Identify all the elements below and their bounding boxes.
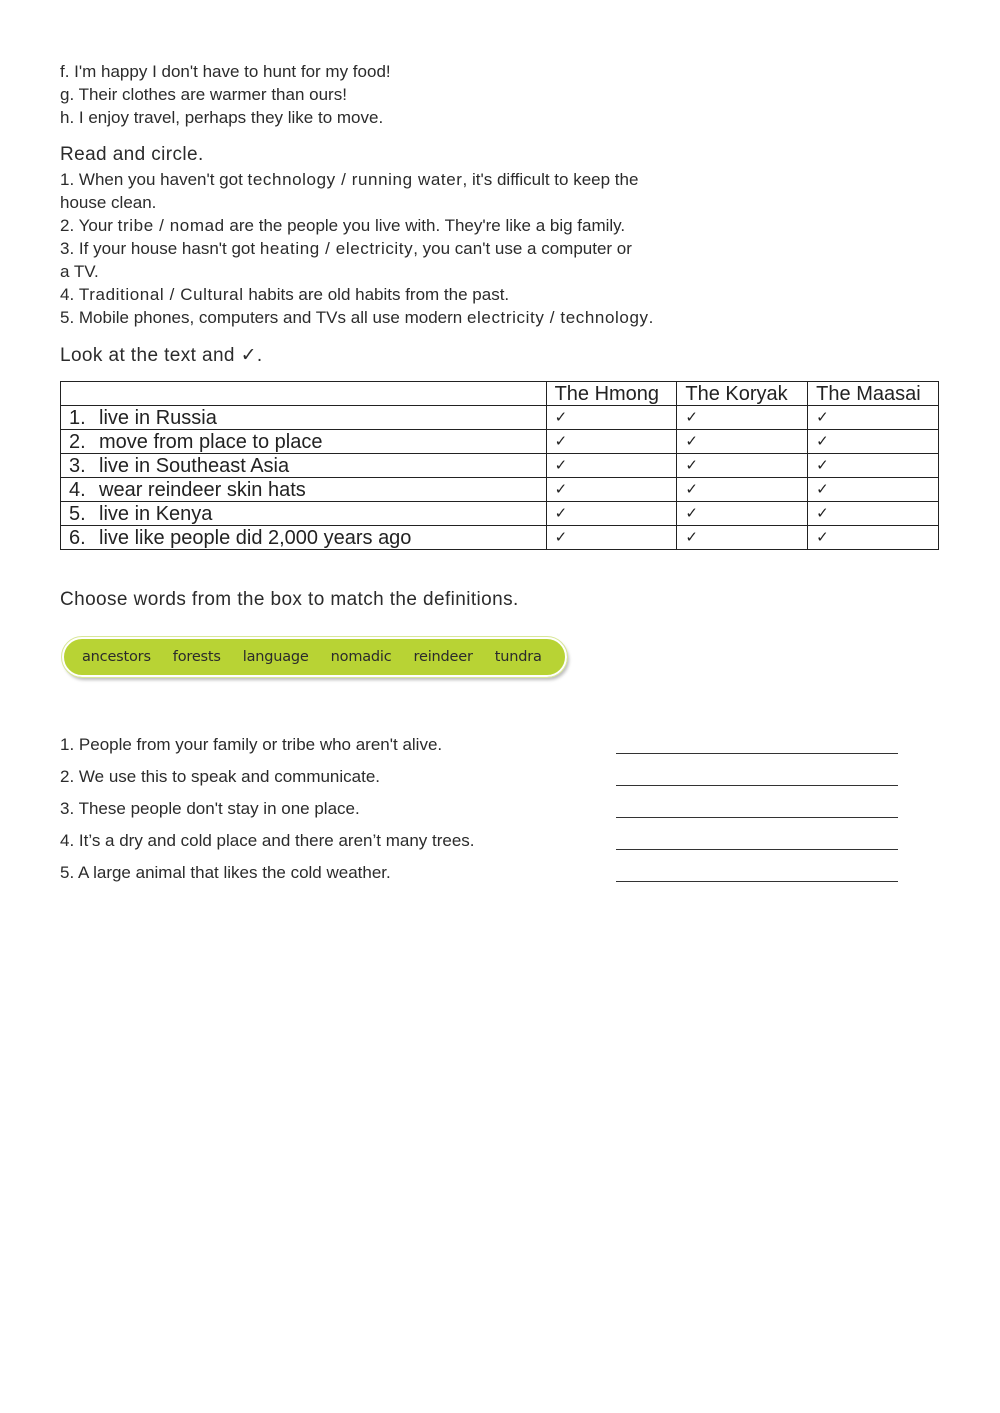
row-label [61, 406, 547, 430]
row-label [61, 478, 547, 502]
row-label [61, 454, 547, 478]
row-text: wear reindeer skin hats [99, 478, 306, 501]
table-row [61, 502, 939, 526]
tick-cell[interactable]: ✓ [808, 454, 939, 478]
item-text: a TV. [60, 262, 99, 281]
table-row [61, 430, 939, 454]
tick-cell[interactable]: ✓ [546, 502, 677, 526]
row-label [61, 502, 547, 526]
read-circle-item [60, 191, 156, 214]
match-heading: Choose words from the box to match the definitions. [60, 589, 519, 610]
table-header-row [61, 382, 939, 406]
word-chip: language [242, 649, 309, 665]
item-text: habits are old habits from the past. [243, 285, 510, 304]
read-circle-item [60, 260, 99, 283]
row-text: move from place to place [99, 430, 323, 453]
row-text: live like people did 2,000 years ago [99, 526, 412, 549]
check-table-heading: Look at the text and ✓. [60, 345, 263, 366]
circle-option[interactable]: technology / running water [247, 170, 463, 189]
tick-cell[interactable]: ✓ [677, 406, 808, 430]
tick-cell[interactable]: ✓ [546, 454, 677, 478]
row-number: 3. [69, 454, 86, 477]
table-row [61, 478, 939, 502]
row-number: 5. [69, 502, 86, 525]
tick-cell[interactable]: ✓ [546, 478, 677, 502]
read-circle-heading: Read and circle. [60, 144, 204, 165]
circle-option[interactable]: tribe / nomad [117, 216, 225, 235]
definition-3: 3. These people don't stay in one place. [60, 799, 360, 818]
tick-cell[interactable]: ✓ [677, 526, 808, 550]
tick-cell[interactable]: ✓ [677, 454, 808, 478]
word-chip: ancestors [82, 649, 151, 665]
item-text: house clean. [60, 193, 157, 212]
answer-blank-4[interactable] [616, 848, 898, 850]
item-text: 4. [60, 285, 79, 304]
read-circle-item [60, 214, 625, 237]
row-text: live in Southeast Asia [99, 454, 290, 477]
tick-cell[interactable]: ✓ [677, 502, 808, 526]
intro-line-g: g. Their clothes are warmer than ours! [60, 85, 347, 104]
table-row [61, 526, 939, 550]
item-text: , you can't use a computer or [413, 239, 632, 258]
answer-blank-3[interactable] [616, 816, 898, 818]
row-text: live in Russia [99, 406, 217, 429]
item-text: . [648, 308, 654, 327]
row-label [61, 526, 547, 550]
circle-option[interactable]: heating / electricity [259, 239, 414, 258]
word-chip: reindeer [413, 649, 473, 665]
tick-cell[interactable]: ✓ [546, 430, 677, 454]
tick-cell[interactable]: ✓ [808, 406, 939, 430]
word-chip: tundra [494, 649, 542, 665]
read-circle-item [60, 306, 653, 329]
answer-blank-5[interactable] [616, 880, 898, 882]
circle-option[interactable]: electricity / technology [466, 308, 649, 327]
row-number: 6. [69, 526, 86, 549]
item-text: 5. Mobile phones, computers and TVs all use modern [60, 308, 467, 327]
header-empty-cell [61, 382, 547, 406]
item-text: 3. If your house hasn't got [60, 239, 260, 258]
row-number: 4. [69, 478, 86, 501]
answer-blank-2[interactable] [616, 784, 898, 786]
tick-cell[interactable]: ✓ [546, 406, 677, 430]
tick-cell[interactable]: ✓ [808, 526, 939, 550]
definition-4: 4. It’s a dry and cold place and there aren’t many trees. [60, 831, 475, 850]
word-chip: nomadic [330, 649, 392, 665]
read-circle-item [60, 168, 638, 191]
row-text: live in Kenya [99, 502, 213, 525]
circle-option[interactable]: Traditional / Cultural [78, 285, 244, 304]
read-circle-item [60, 237, 632, 260]
column-header-maasai: The Maasai [808, 382, 939, 406]
tick-cell[interactable]: ✓ [808, 430, 939, 454]
intro-line-f: f. I'm happy I don't have to hunt for my food! [60, 62, 391, 81]
tick-cell[interactable]: ✓ [546, 526, 677, 550]
tick-cell[interactable]: ✓ [808, 502, 939, 526]
table-row [61, 406, 939, 430]
row-label [61, 430, 547, 454]
word-chip: forests [172, 649, 221, 665]
word-box [62, 637, 567, 677]
item-text: 2. Your [60, 216, 118, 235]
definition-5: 5. A large animal that likes the cold weather. [60, 863, 391, 882]
answer-blank-1[interactable] [616, 752, 898, 754]
tick-cell[interactable]: ✓ [677, 478, 808, 502]
check-table [60, 381, 939, 550]
column-header-koryak: The Koryak [677, 382, 808, 406]
row-number: 2. [69, 430, 86, 453]
row-number: 1. [69, 406, 86, 429]
definition-1: 1. People from your family or tribe who aren't alive. [60, 735, 443, 754]
item-text: are the people you live with. They're like a big family. [224, 216, 626, 235]
definition-2: 2. We use this to speak and communicate. [60, 767, 381, 786]
item-text: 1. When you haven't got [60, 170, 248, 189]
table-row [61, 454, 939, 478]
read-circle-item [60, 283, 509, 306]
intro-line-h: h. I enjoy travel, perhaps they like to move. [60, 108, 384, 127]
item-text: , it's difficult to keep the [462, 170, 639, 189]
tick-cell[interactable]: ✓ [677, 430, 808, 454]
column-header-hmong: The Hmong [546, 382, 677, 406]
tick-cell[interactable]: ✓ [808, 478, 939, 502]
